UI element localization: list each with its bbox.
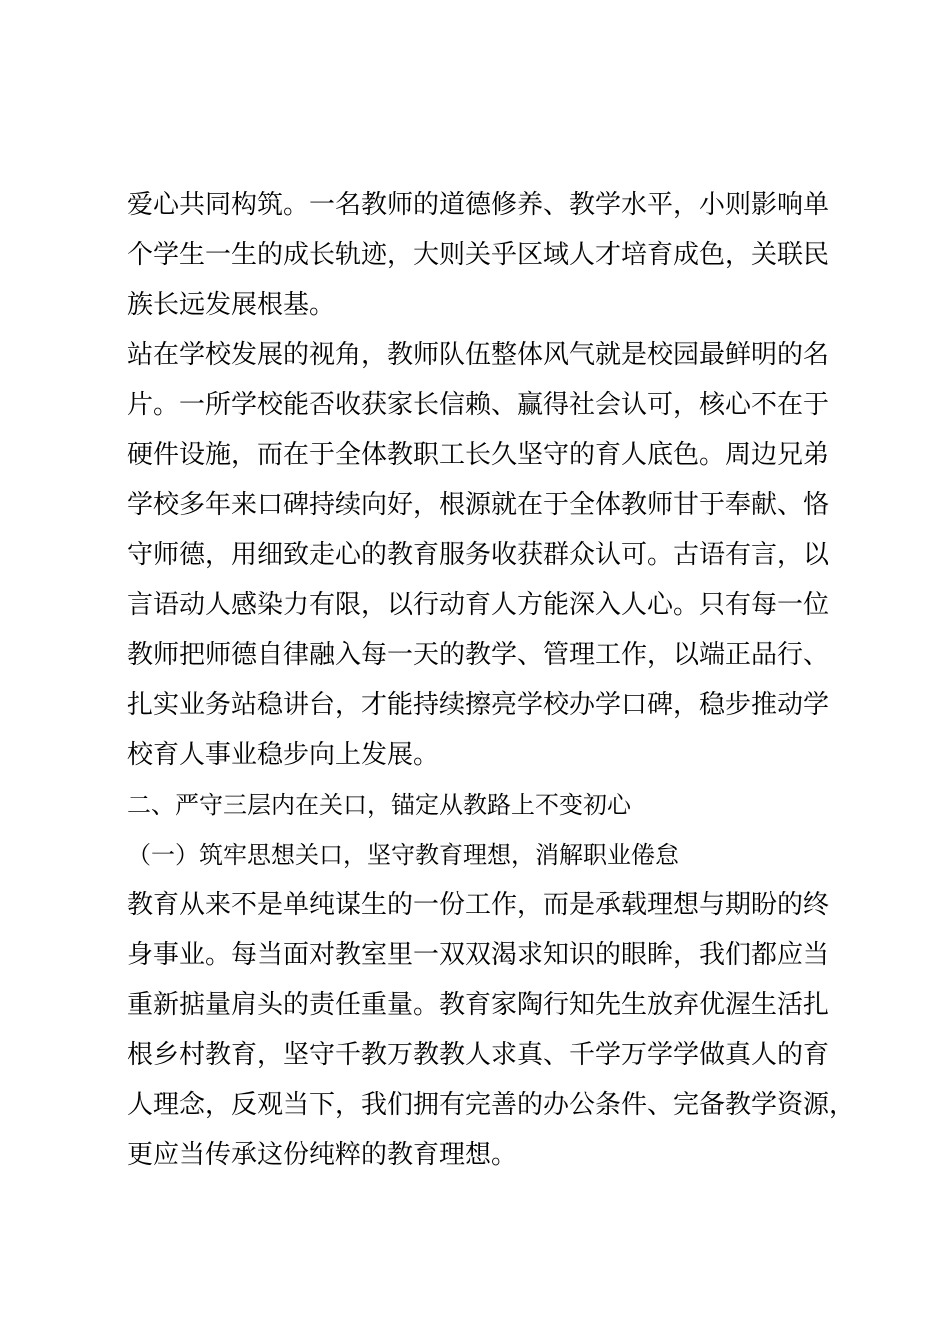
text-line: 硬件设施，而在于全体教职工长久坚守的育人底色。周边兄弟 (127, 440, 830, 470)
text-line: 更应当传承这份纯粹的教育理想。 (127, 1140, 518, 1170)
text-line: 校育人事业稳步向上发展。 (127, 740, 440, 770)
text-line: 身事业。每当面对教室里一双双渴求知识的眼眸，我们都应当 (127, 940, 830, 970)
text-line: 言语动人感染力有限，以行动育人方能深入人心。只有每一位 (127, 590, 830, 620)
text-line: 守师德，用细致走心的教育服务收获群众认可。古语有言，以 (127, 540, 830, 570)
text-line: 片。一所学校能否收获家长信赖、赢得社会认可，核心不在于 (127, 390, 830, 420)
text-line: 个学生一生的成长轨迹，大则关乎区域人才培育成色，关联民 (127, 240, 830, 270)
text-line: 教育从来不是单纯谋生的一份工作，而是承载理想与期盼的终 (127, 890, 830, 920)
text-line: 爱心共同构筑。一名教师的道德修养、教学水平，小则影响单 (127, 190, 830, 220)
document-body (127, 180, 856, 1180)
text-line: 站在学校发展的视角，教师队伍整体风气就是校园最鲜明的名 (127, 340, 830, 370)
text-line: 学校多年来口碑持续向好，根源就在于全体教师甘于奉献、恪 (127, 490, 830, 520)
text-line: 重新掂量肩头的责任重量。教育家陶行知先生放弃优渥生活扎 (127, 990, 830, 1020)
section-heading: 二、严守三层内在关口，锚定从教路上不变初心 (127, 791, 631, 819)
text-line: 扎实业务站稳讲台，才能持续擦亮学校办学口碑，稳步推动学 (127, 690, 830, 720)
text-line: 教师把师德自律融入每一天的教学、管理工作，以端正品行、 (127, 640, 830, 670)
text-line: 根乡村教育，坚守千教万教教人求真、千学万学学做真人的育 (127, 1040, 830, 1070)
text-line: 人理念，反观当下，我们拥有完善的办公条件、完备教学资源， (127, 1090, 856, 1120)
subsection-heading: （一）筑牢思想关口，坚守教育理想，消解职业倦怠 (127, 841, 679, 869)
text-line: 族长远发展根基。 (127, 290, 336, 320)
